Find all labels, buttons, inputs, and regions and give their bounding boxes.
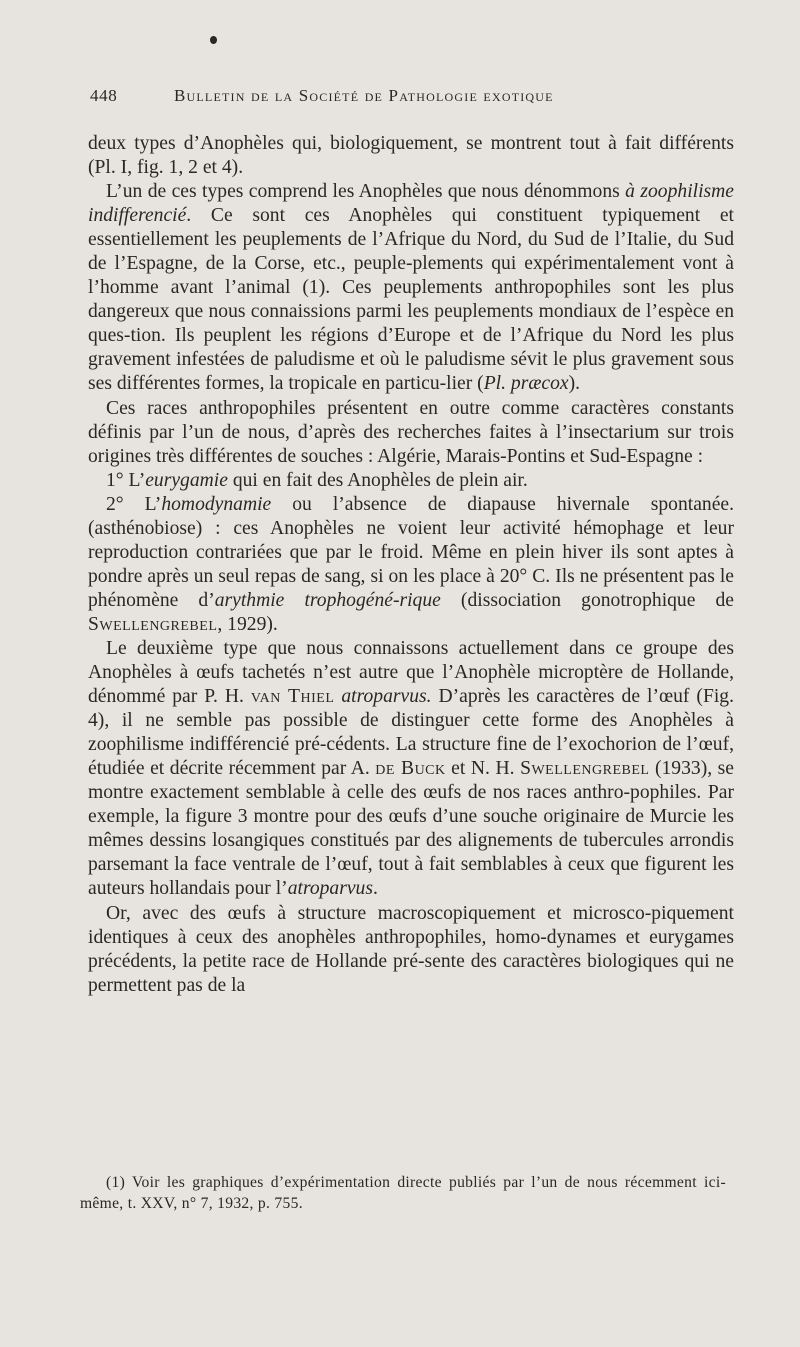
italic-term: atroparvus. bbox=[341, 686, 432, 708]
text-run: , 1929). bbox=[217, 613, 278, 635]
paragraph-1: deux types d’Anophèles qui, biologiquement, se montrent tout à fait différents (Pl. I, fig. 1, 2 et 4). bbox=[88, 133, 734, 179]
page-number: 448 bbox=[90, 86, 118, 105]
text-run: . Ce sont ces Anophèles qui constituent typiquement et essentiellement les peuplements de l’Afrique du Nord, du Sud de l’Italie, du Sud de l’Espagne, de la Corse, etc., peuple-plements qui expérimentalement vont à l’homme avant l’animal (1). Ces peuplements anthropophiles sont les plus dangereux que nous connaissions parmi les peuplements mondiaux de l’espèce en ques-tion. Ils peuplent les régions d’Europe et de l’Afrique du Nord les plus gravement infestées de paludisme et où le paludisme sévit le plus gravement sous ses différentes formes, la tropicale en particu-lier ( bbox=[88, 205, 734, 395]
text-run: (dissociation gonotrophique de bbox=[440, 589, 734, 611]
italic-term: homodynamie bbox=[161, 493, 272, 515]
text-run: et N. H. bbox=[445, 758, 521, 780]
text-run: L’un de ces types comprend les Anophèles que nous dénommons bbox=[106, 181, 626, 203]
ink-spot bbox=[210, 36, 217, 44]
italic-term: eurygamie bbox=[145, 469, 228, 491]
text-run: qui en fait des Anophèles de plein air. bbox=[227, 469, 528, 491]
paragraph-4 bbox=[88, 469, 734, 493]
text-run: . bbox=[372, 878, 378, 900]
running-title: Bulletin de la Société de Pathologie exotique bbox=[174, 86, 554, 105]
text-run: ). bbox=[568, 373, 581, 395]
text-run: 1° L’ bbox=[106, 469, 146, 491]
text-run: (1933), se montre exactement semblable à celle des œufs de nos races anthro-pophiles. Par exemple, la figure 3 montre pour des œufs d’une souche originaire de Murcie les mêmes dessins losangiques constitués par des alignements de tubercules arrondis parsemant la face ventrale de l’œuf, tout à fait semblables à ceux que figurent les auteurs hollandais pour l’ bbox=[88, 758, 734, 900]
author-name: van Thiel bbox=[250, 686, 335, 708]
author-name: Swellengrebel bbox=[88, 613, 218, 635]
paragraph-3: Ces races anthropophiles présentent en outre comme caractères constants définis par l’un de nous, d’après des recherches faites à l’insectarium sur trois origines très différentes de souches : Algérie, Marais-Pontins et Sud-Espagne : bbox=[88, 397, 734, 467]
paragraph-2 bbox=[88, 180, 734, 396]
text-run: D’après les caractères de l’œuf (Fig. 4), il ne semble pas possible de distinguer cette forme des Anophèles à zoophilisme indifférencié pré-cédents. La structure fine de l’exochorion de l’œuf, étudiée et décrite récemment par A. bbox=[88, 686, 734, 780]
footnote bbox=[80, 1172, 726, 1214]
italic-term: Pl. præcox bbox=[483, 373, 569, 395]
paragraph-6 bbox=[88, 637, 734, 902]
paragraph-7: Or, avec des œufs à structure macroscopiquement et microsco-piquement identiques à ceux des anophèles anthropophiles, homo-dynames et eurygames précédents, la petite race de Hollande pré-sente des caractères biologiques qui ne permettent pas de la bbox=[88, 902, 734, 996]
footnote-text: (1) Voir les graphiques d’expérimentation directe publiés par l’un de nous récemment ici-même, t. XXV, n° 7, 1932, p. 755. bbox=[80, 1174, 726, 1212]
author-name: Swellengrebel bbox=[520, 758, 650, 780]
text-run: Le deuxième type que nous connaissons actuellement dans ce groupe des Anophèles à œufs tachetés n’est autre que l’Anophèle microptère de Hollande, dénommé par P. H. bbox=[88, 637, 734, 708]
running-header bbox=[90, 86, 750, 112]
author-name: de Buck bbox=[375, 758, 446, 780]
italic-term: arythmie trophogéné-rique bbox=[214, 589, 441, 611]
body-text bbox=[88, 132, 734, 998]
text-run: ou l’absence de diapause hivernale spontanée. (asthénobiose) : ces Anophèles ne voient leur activité hémophage et leur reproduction contrariées que par le froid. Même en plein hiver ils sont aptes à pondre après un seul repas de sang, si on les place à 20° C. Ils ne présentent pas le phénomène d’ bbox=[88, 493, 734, 611]
paragraph-5 bbox=[88, 493, 734, 637]
text-run: 2° L’ bbox=[106, 493, 162, 515]
italic-term: à zoophilisme indifferencié bbox=[88, 181, 734, 227]
italic-term: atroparvus bbox=[287, 878, 373, 900]
